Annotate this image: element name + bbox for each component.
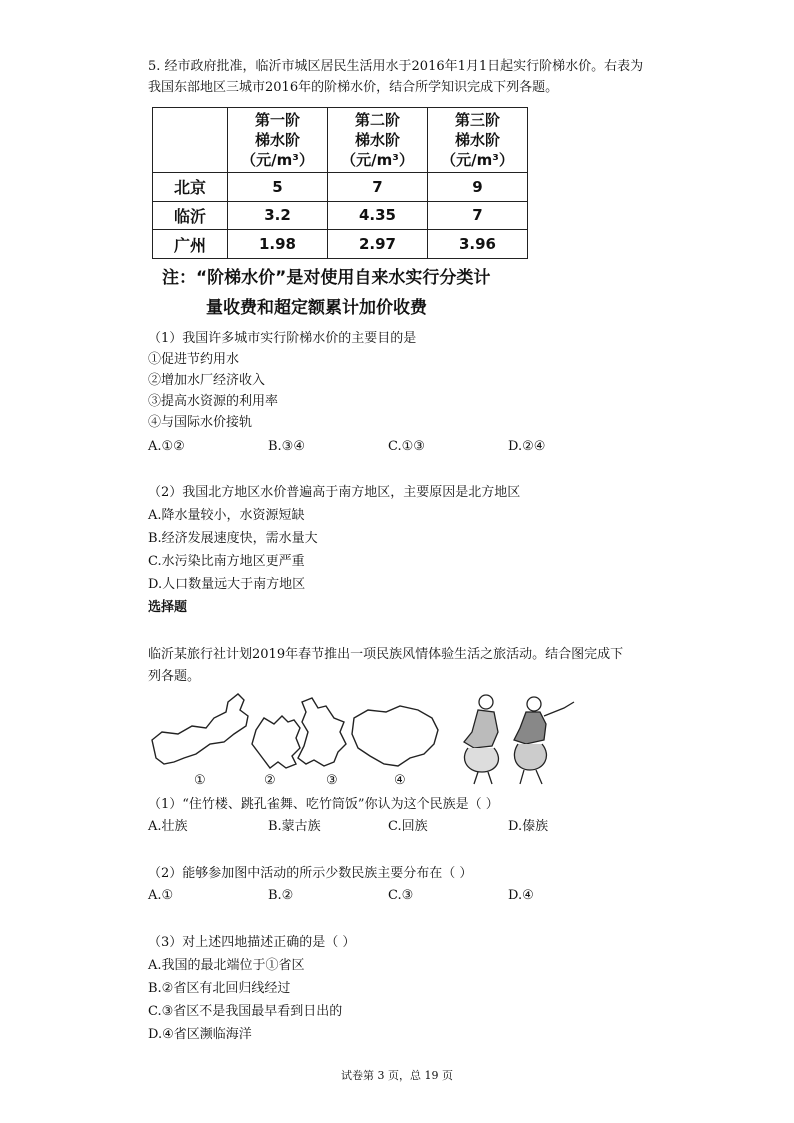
map-label: ④ xyxy=(394,773,406,788)
table-header-row xyxy=(153,108,528,173)
table-header-tier1: 第一阶 梯水阶 （元/m³） xyxy=(228,108,328,173)
table-cell: 9 xyxy=(428,173,528,202)
q6-intro-line1: 临沂某旅行社计划2019年春节推出一项民族风情体验生活之旅活动。结合图完成下 xyxy=(148,647,624,662)
map-label: ③ xyxy=(326,773,338,788)
table-cell: 7 xyxy=(328,173,428,202)
option-d[interactable]: D.④省区濒临海洋 xyxy=(148,1027,252,1042)
option-b[interactable]: B.经济发展速度快，需水量大 xyxy=(148,531,318,546)
option-a[interactable]: A.① xyxy=(148,888,174,903)
table-corner-cell xyxy=(153,108,228,173)
table-cell: 2.97 xyxy=(328,230,428,259)
province-map-1 xyxy=(152,694,248,764)
section-title: 选择题 xyxy=(148,600,188,615)
option-a[interactable]: A.壮族 xyxy=(148,819,188,834)
page-footer: 试卷第 3 页，总 19 页 xyxy=(341,1069,453,1082)
q5-sub1-item: ④与国际水价接轨 xyxy=(148,415,253,430)
option-d[interactable]: D.④ xyxy=(508,888,534,903)
table-header-tier2: 第二阶 梯水阶 （元/m³） xyxy=(328,108,428,173)
q6-sub1-stem: （1）“住竹楼、跳孔雀舞、吃竹筒饭”你认为这个民族是（ ） xyxy=(148,797,499,812)
option-a[interactable]: A.我国的最北端位于①省区 xyxy=(148,958,305,973)
table-row xyxy=(153,201,528,230)
map-label: ② xyxy=(264,773,276,788)
q6-sub1-options xyxy=(148,818,668,836)
table-header-tier3: 第三阶 梯水阶 （元/m³） xyxy=(428,108,528,173)
table-note-line2: 量收费和超定额累计加价收费 xyxy=(206,298,427,318)
table-cell: 4.35 xyxy=(328,201,428,230)
table-row xyxy=(153,173,528,202)
table-cell: 1.98 xyxy=(228,230,328,259)
q6-sub3-stem: （3）对上述四地描述正确的是（ ） xyxy=(148,935,356,950)
option-b[interactable]: B.②省区有北回归线经过 xyxy=(148,981,291,996)
table-note xyxy=(162,263,490,323)
table-note-line1: 注：“阶梯水价”是对使用自来水实行分类计 xyxy=(162,268,491,288)
q5-sub1-item: ②增加水厂经济收入 xyxy=(148,373,266,388)
option-d[interactable]: D.②④ xyxy=(508,439,546,454)
province-map-3 xyxy=(298,698,346,766)
water-price-table xyxy=(152,107,528,259)
option-b[interactable]: B.蒙古族 xyxy=(268,819,321,834)
province-map-2 xyxy=(252,716,300,768)
table-cell: 7 xyxy=(428,201,528,230)
province-map-4 xyxy=(352,706,438,766)
option-c[interactable]: C.水污染比南方地区更严重 xyxy=(148,554,305,569)
option-b[interactable]: B.② xyxy=(268,888,294,903)
map-label: ① xyxy=(194,773,206,788)
option-c[interactable]: C.③ xyxy=(388,888,414,903)
table-city-cell: 北京 xyxy=(153,173,228,202)
dancers-illustration xyxy=(464,695,574,784)
option-d[interactable]: D.傣族 xyxy=(508,819,549,834)
q5-intro-line1: 5. 经市政府批准，临沂市城区居民生活用水于2016年1月1日起实行阶梯水价。右表为 xyxy=(148,59,644,74)
q6-sub2-options xyxy=(148,887,668,905)
table-city-cell: 临沂 xyxy=(153,201,228,230)
option-d[interactable]: D.人口数量远大于南方地区 xyxy=(148,577,306,592)
q5-sub1-item: ①促进节约用水 xyxy=(148,352,240,367)
q5-sub1-item: ③提高水资源的利用率 xyxy=(148,394,279,409)
table-cell: 3.96 xyxy=(428,230,528,259)
table-row xyxy=(153,230,528,259)
q6-sub2-stem: （2）能够参加图中活动的所示少数民族主要分布在（ ） xyxy=(148,866,473,881)
q6-intro-line2: 列各题。 xyxy=(148,669,201,684)
province-maps-figure xyxy=(148,688,588,788)
table-cell: 3.2 xyxy=(228,201,328,230)
option-c[interactable]: C.③省区不是我国最早看到日出的 xyxy=(148,1004,343,1019)
q5-sub2-stem: （2）我国北方地区水价普遍高于南方地区，主要原因是北方地区 xyxy=(148,485,521,500)
q5-sub1-stem: （1）我国许多城市实行阶梯水价的主要目的是 xyxy=(148,331,417,346)
option-c[interactable]: C.回族 xyxy=(388,819,428,834)
q5-sub1-options xyxy=(148,438,668,456)
option-b[interactable]: B.③④ xyxy=(268,439,305,454)
q5-intro-line2: 我国东部地区三城市2016年的阶梯水价，结合所学知识完成下列各题。 xyxy=(148,80,559,95)
table-city-cell: 广州 xyxy=(153,230,228,259)
option-c[interactable]: C.①③ xyxy=(388,439,425,454)
option-a[interactable]: A.①② xyxy=(148,439,185,454)
table-cell: 5 xyxy=(228,173,328,202)
option-a[interactable]: A.降水量较小，水资源短缺 xyxy=(148,508,305,523)
